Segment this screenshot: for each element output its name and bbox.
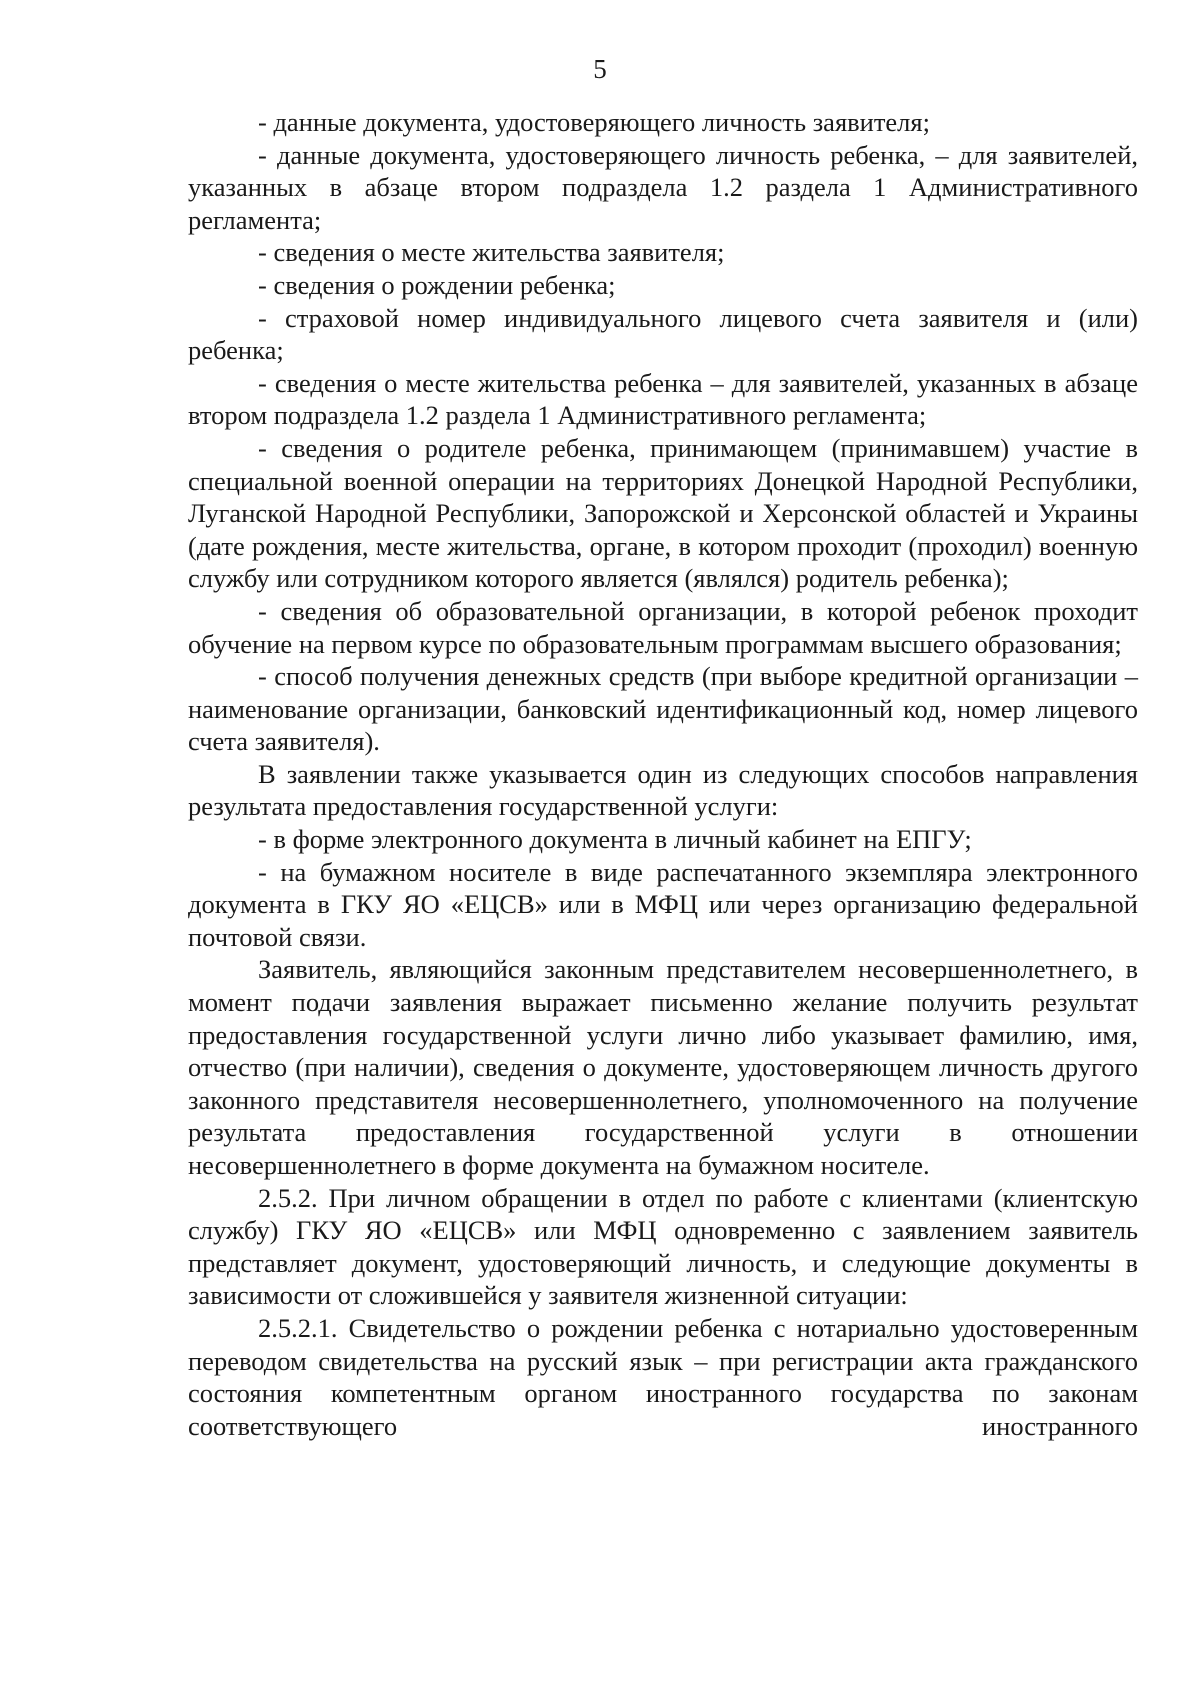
- paragraph-legal-representative: Заявитель, являющийся законным представителем несовершеннолетнего, в момент подачи заявления выражает письменно желание получить результат предоставления государственной услуги лично либо указывает фамилию, имя, отчество (при наличии), сведения о документе, удостоверяющем личность другого законного представителя несовершеннолетнего, уполномоченного на получение результата предоставления государственной услуги в отношении несовершеннолетнего в форме документа на бумажном носителе.: [188, 954, 1138, 1180]
- paragraph-electronic-delivery: - в форме электронного документа в личный кабинет на ЕПГУ;: [258, 824, 972, 855]
- document-body: [188, 106, 1138, 1442]
- page-number: 5: [593, 54, 607, 84]
- paragraph-child-residence: - сведения о месте жительства ребенка – для заявителей, указанных в абзаце втором подраздела 1.2 раздела 1 Административного регламента;: [188, 367, 1138, 431]
- paragraph-child-birth: - сведения о рождении ребенка;: [258, 269, 616, 300]
- paragraph-insurance-number: - страховой номер индивидуального лицевого счета заявителя и (или) ребенка;: [188, 302, 1138, 366]
- paragraph-parent-military: - сведения о родителе ребенка, принимающем (принимавшем) участие в специальной военной операции на территориях Донецкой Народной Республики, Луганской Народной Республики, Запорожской и Херсонской областей и Украины (дате рождения, месте жительства, органе, в котором проходит (проходил) военную службу или сотрудником которого является (являлся) родитель ребенка);: [188, 432, 1138, 594]
- paragraph-payment-method: - способ получения денежных средств (при выборе кредитной организации – наименование организации, банковский идентификационный код, номер лицевого счета заявителя).: [188, 661, 1138, 757]
- paragraph-educational-organization: - сведения об образовательной организации, в которой ребенок проходит обучение на первом курсе по образовательным программам высшего образования;: [188, 595, 1138, 659]
- paragraph-applicant-id-document: - данные документа, удостоверяющего личность заявителя;: [258, 107, 930, 137]
- paragraph-child-id-document: - данные документа, удостоверяющего личность ребенка, – для заявителей, указанных в абзаце втором подраздела 1.2 раздела 1 Административного регламента;: [188, 139, 1138, 235]
- paragraph-applicant-residence: - сведения о месте жительства заявителя;: [258, 237, 725, 268]
- paragraph-result-delivery-intro: В заявлении также указывается один из следующих способов направления результата предоставления государственной услуги:: [188, 758, 1138, 822]
- paragraph-section-2-5-2: 2.5.2. При личном обращении в отдел по работе с клиентами (клиентскую службу) ГКУ ЯО «ЕЦСВ» или МФЦ одновременно с заявлением заявитель представляет документ, удостоверяющий личность, и следующие документы в зависимости от сложившейся у заявителя жизненной ситуации:: [188, 1182, 1138, 1311]
- paragraph-paper-delivery: - на бумажном носителе в виде распечатанного экземпляра электронного документа в ГКУ ЯО «ЕЦСВ» или в МФЦ или через организацию федеральной почтовой связи.: [188, 856, 1138, 952]
- paragraph-section-2-5-2-1: 2.5.2.1. Свидетельство о рождении ребенка с нотариально удостоверенным переводом свидетельства на русский язык – при регистрации акта гражданского состояния компетентным органом иностранного государства по законам соответствующего иностранного: [188, 1312, 1138, 1441]
